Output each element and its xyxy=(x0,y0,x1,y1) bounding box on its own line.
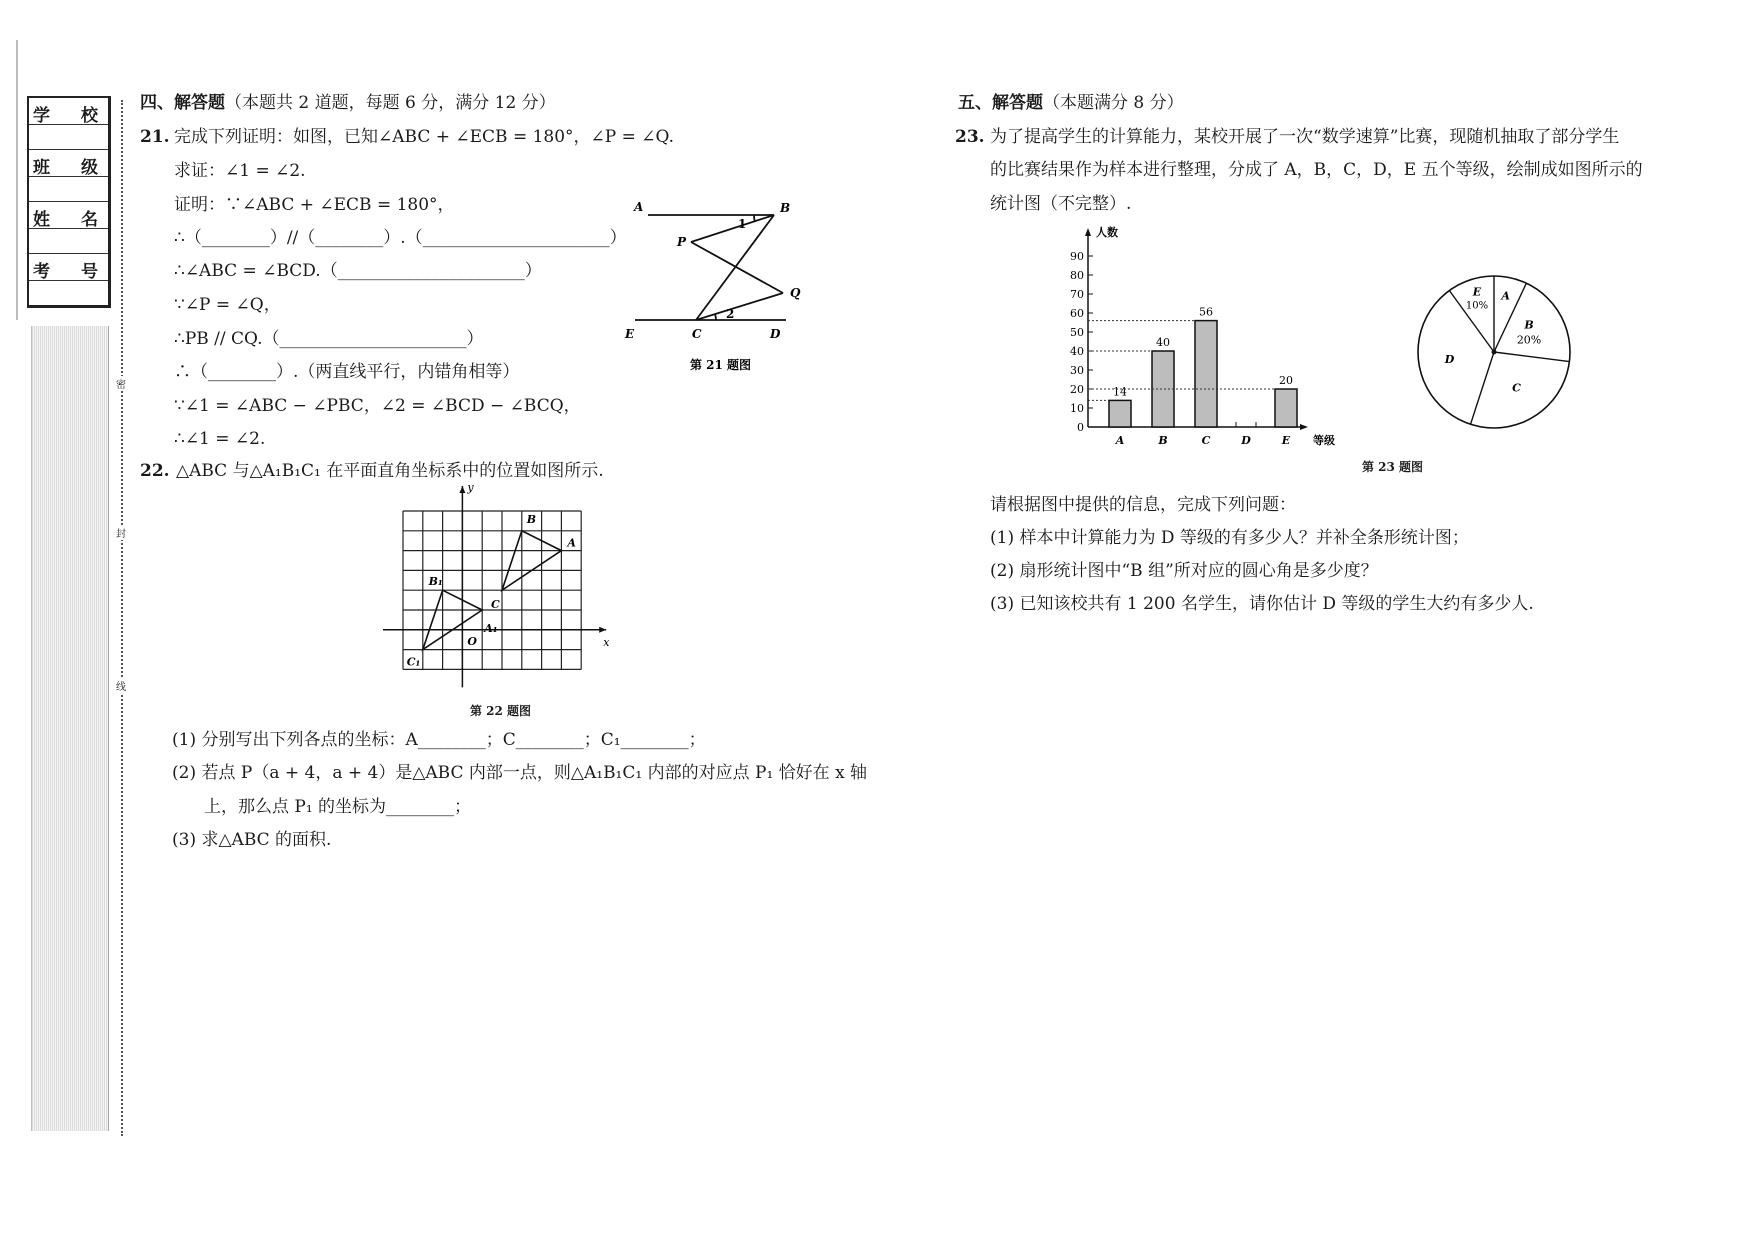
label-char: 学 xyxy=(33,106,50,126)
label-char: 校 xyxy=(81,106,98,126)
seal-mark-feng: 封 xyxy=(116,525,126,540)
q22-number: 22. xyxy=(140,461,170,481)
x-tick-label: C xyxy=(1201,434,1211,447)
section-note: （本题共 2 道题，每题 6 分，满分 12 分） xyxy=(225,93,556,113)
x-axis-arrow-icon xyxy=(1300,424,1308,430)
q23-part-3: (3) 已知该校共有 1 200 名学生，请你估计 D 等级的学生大约有多少人. xyxy=(990,594,1534,614)
q23-line: 统计图（不完整）. xyxy=(990,194,1132,214)
q21-line: ∴∠1 = ∠2. xyxy=(174,429,266,449)
seal-dotted-line xyxy=(121,100,123,1136)
label-char: 级 xyxy=(81,158,98,178)
q23-prompt: 请根据图中提供的信息，完成下列问题： xyxy=(990,495,1296,515)
name-field[interactable] xyxy=(29,229,108,254)
section-title: 四、解答题 xyxy=(140,93,225,113)
y-tick-label: 60 xyxy=(1070,307,1084,320)
pie-label-e: E xyxy=(1472,285,1482,299)
q21-line: 求证：∠1 = ∠2. xyxy=(174,161,306,181)
x-tick-label: B xyxy=(1158,434,1168,447)
segment-qc xyxy=(696,293,783,320)
q23-caption: 第 23 题图 xyxy=(1362,460,1424,474)
label-angle-2: 2 xyxy=(726,307,735,321)
q23-part-1: (1) 样本中计算能力为 D 等级的有多少人？并补全条形统计图； xyxy=(990,528,1469,548)
label-char: 号 xyxy=(81,262,98,282)
point-label-4: B₁ xyxy=(428,575,443,589)
class-field[interactable] xyxy=(29,177,108,202)
bar-value-label: 40 xyxy=(1156,336,1170,349)
label-d: D xyxy=(770,327,781,341)
student-info-box xyxy=(27,96,111,308)
page-edge xyxy=(16,40,18,320)
point-label-5: C₁ xyxy=(406,655,421,669)
q21-line: 证明：∵∠ABC + ∠ECB = 180°， xyxy=(174,195,455,215)
q21-caption: 第 21 题图 xyxy=(690,358,752,372)
bar-A xyxy=(1109,400,1131,427)
seal-mark-mi: 密 xyxy=(116,376,126,391)
q22-part-3: (3) 求△ABC 的面积. xyxy=(172,830,332,850)
section4-header xyxy=(140,93,556,113)
q21-line: ∴PB // CQ.（______________________） xyxy=(174,329,484,349)
q21-line: ∴（________）//（________）.（______________________） xyxy=(174,228,627,248)
angle-2-arc xyxy=(715,314,716,320)
y-axis-title: 人数 xyxy=(1096,226,1118,239)
y-tick-label: 40 xyxy=(1070,345,1084,358)
q21-line: ∵∠P = ∠Q， xyxy=(174,295,281,315)
y-tick-label: 0 xyxy=(1077,421,1084,434)
binding-hatch-strip xyxy=(31,326,109,1131)
point-label-1: B xyxy=(526,512,537,526)
pie-label-c: C xyxy=(1512,381,1521,395)
exam-number-field[interactable] xyxy=(29,281,108,303)
q23-line: 的比赛结果作为样本进行整理，分成了 A，B，C，D，E 五个等级，绘制成如图所示的 xyxy=(990,160,1643,180)
pie-label-e-percent: 10% xyxy=(1465,300,1489,312)
q22-stem: △ABC 与△A₁B₁C₁ 在平面直角坐标系中的位置如图所示. xyxy=(176,461,604,481)
x-tick-label: E xyxy=(1281,434,1291,447)
label-a: A xyxy=(634,200,644,214)
q22-caption: 第 22 题图 xyxy=(470,704,532,718)
pie-label-b-percent: 20% xyxy=(1516,333,1542,347)
class-label xyxy=(29,150,108,177)
x-axis-title: 等级 xyxy=(1313,434,1335,447)
q21-line: ∵∠1 = ∠ABC − ∠PBC，∠2 = ∠BCD − ∠BCQ， xyxy=(174,396,581,416)
school-field[interactable] xyxy=(29,125,108,150)
triangle-abc xyxy=(502,531,561,590)
y-tick-label: 50 xyxy=(1070,326,1084,339)
q22-coordinate-figure xyxy=(380,480,640,720)
bar-value-label: 20 xyxy=(1279,374,1293,387)
x-tick-label: D xyxy=(1241,434,1251,447)
angle-1-arc xyxy=(754,215,755,222)
school-label xyxy=(29,98,108,125)
x-tick-label: A xyxy=(1115,434,1125,447)
pie-label-b: B xyxy=(1524,318,1534,332)
origin-label: O xyxy=(467,634,477,648)
pie-chart xyxy=(1410,270,1580,440)
section-note: （本题满分 8 分） xyxy=(1043,93,1184,113)
y-tick-label: 80 xyxy=(1070,269,1084,282)
label-char: 姓 xyxy=(33,210,50,230)
y-tick-label: 30 xyxy=(1070,364,1084,377)
section5-header xyxy=(958,93,1184,113)
label-q: Q xyxy=(790,286,801,300)
bar-value-label: 14 xyxy=(1113,385,1127,399)
y-axis-label: y xyxy=(467,481,474,494)
point-label-3: A₁ xyxy=(484,622,498,635)
pie-label-d: D xyxy=(1444,353,1455,367)
exam-number-label xyxy=(29,254,108,281)
bar-E xyxy=(1275,389,1297,427)
point-label-0: A xyxy=(567,536,576,550)
x-axis-label: x xyxy=(603,635,610,649)
label-b: B xyxy=(780,201,791,215)
label-angle-1: 1 xyxy=(738,217,747,231)
label-p: P xyxy=(677,235,687,249)
x-axis-arrow-icon xyxy=(599,627,606,633)
y-tick-label: 70 xyxy=(1070,288,1084,301)
seal-mark-xian: 线 xyxy=(116,678,126,693)
label-c: C xyxy=(692,327,702,341)
pie-label-a: A xyxy=(1501,289,1510,303)
q21-line: ∴（________）.（两直线平行，内错角相等） xyxy=(174,362,520,382)
q23-number: 23. xyxy=(955,127,985,147)
label-char: 名 xyxy=(81,210,98,230)
y-axis-arrow-icon xyxy=(1085,228,1091,236)
y-tick-label: 20 xyxy=(1070,383,1084,396)
segment-bc xyxy=(696,215,774,320)
q23-line: 为了提高学生的计算能力，某校开展了一次“数学速算”比赛，现随机抽取了部分学生 xyxy=(990,127,1620,147)
q21-line: ∴∠ABC = ∠BCD.（______________________） xyxy=(174,261,542,281)
segment-pq xyxy=(691,242,783,293)
q23-part-2: (2) 扇形统计图中“B 组”所对应的圆心角是多少度？ xyxy=(990,561,1378,581)
bar-B xyxy=(1152,351,1174,427)
q22-part-2-cont: 上，那么点 P₁ 的坐标为________； xyxy=(204,797,472,817)
bar-chart xyxy=(1060,220,1350,450)
name-label xyxy=(29,202,108,229)
q21-line: 完成下列证明：如图，已知∠ABC + ∠ECB = 180°，∠P = ∠Q. xyxy=(174,127,675,147)
label-char: 考 xyxy=(33,262,50,282)
q21-figure xyxy=(620,195,820,385)
y-axis-arrow-icon xyxy=(459,486,465,493)
q22-part-1: (1) 分别写出下列各点的坐标：A________；C________；C₁________； xyxy=(172,730,706,750)
bar-C xyxy=(1195,321,1217,427)
y-tick-label: 10 xyxy=(1070,402,1084,415)
y-tick-label: 90 xyxy=(1070,250,1084,263)
section-title: 五、解答题 xyxy=(958,93,1043,113)
pie-center xyxy=(1492,350,1497,355)
bar-value-label: 56 xyxy=(1199,305,1213,319)
label-char: 班 xyxy=(33,158,50,178)
q21-number: 21. xyxy=(140,127,170,147)
point-label-2: C xyxy=(491,598,500,612)
segment-bp xyxy=(691,215,774,242)
label-e: E xyxy=(625,327,635,341)
q22-part-2: (2) 若点 P（a + 4，a + 4）是△ABC 内部一点，则△A₁B₁C₁ 内部的对应点 P₁ 恰好在 x 轴 xyxy=(172,763,868,783)
